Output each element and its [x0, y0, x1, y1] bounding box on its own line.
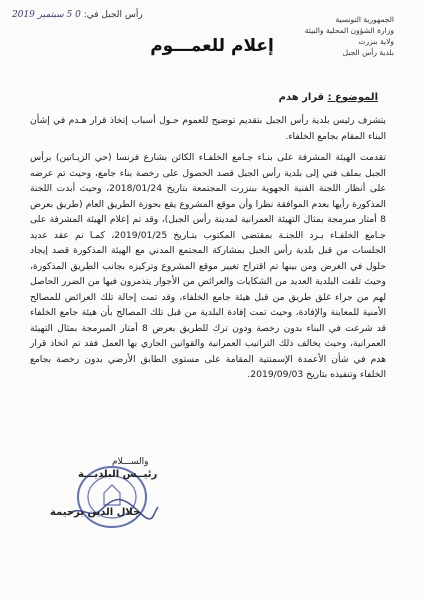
page-title: إعلام للعمـــوم: [150, 36, 274, 56]
signatory-title: رئيــس البلديـــة: [78, 469, 158, 480]
date-line: [12, 10, 143, 20]
paragraph-intro: يتشرف رئيس بلدية رأس الجبل بتقديم توضيح للعموم حـول أسباب إتخاذ قرار هـدم في إشأن البناء المقام بجامع الخلفاء.: [30, 115, 386, 142]
subject-label: الموضوع :: [327, 92, 378, 103]
subject-value: قرار هدم: [278, 92, 325, 103]
closing-salutation: والســـلام: [112, 457, 149, 467]
paragraph-body: تقدمت الهيئة المشرفة على بنـاء جـامع الخلفـاء الكائن بشارع فرنسا (حي الزيـاتين) برأس الجبل بملف فني إلى بلدية رأس الجبل قصد الحصول على رخصة بناء جامع، وحيث تم عرضه على أنظار اللجنة الفنية الجهوية ببنزرت المجتمعة بتاريخ 2018/01/24، وحيث أبدت اللجنة المذكورة رأيها بعدم الموافقة نظرا وأن موقع المشروع يقع بحوزة الطريق العام (طريق بعرض 8 أمتار مبرمجة بمثال التهيئة العمرانية لمدينة رأس الجبل)، وقد تم إعلام الهيئة المشرفة على جـامع الخلفـاء بـرد اللجنـة بمقتضى المكتوب بتـاريخ 2019/01/25، كمـا تم عقد عديد الجلسات من قبل بلدية رأس الجبل بمشاركة المجتمع المدني مع الهيئة المذكورة قصد إيجاد حلول في الغرض ومن بينها تم اقتراح تغيير موقع المشروع وتركيزه بجانب الطريق المذكورة، وحيث تلقت البلدية العديد من الشكايات والعرائض من الأجوار يتذمرون فيها من الضرر الحاصل لهم من جراء غلق طريق من قبل هيئة جامع الخلفاء، وقد تمت إحالة تلك العرائض للمصالح الأمنية للمعاينة والإفادة، وحيث تمت إفادة البلدية من قبل تلك المصالح بأن هيئة جامع الخلفاء قد شرعت في البناء بدون رخصة ودون ترك للطريق بعرض 8 أمتار المبرمجة بمثال التهيئة العمرانية، وحيث يخالف ذلك التراتيب العمرانية والقوانين الجاري بها العمل فقد تم اتخاذ قرار هدم في شأن الأعمدة الإسمنتية المقامة على مستوى الطابق الأرضي بدون رخصة بجامع الخلفاء وتنفيذه بتاريخ 2019/09/03.: [30, 152, 386, 380]
subject-line: [279, 92, 378, 103]
date-label: رأس الجبل في:: [83, 10, 143, 20]
municipal-stamp: [60, 455, 160, 539]
letterhead-line-ministry: وزارة الشؤون المحلية والبيئة: [304, 26, 394, 35]
signatory-name: جلال الدين برحيمة: [50, 507, 141, 518]
letterhead-line-governorate: ولاية بنزرت: [358, 37, 394, 46]
letterhead-line-municipality: بلدية رأس الجبل: [342, 48, 394, 57]
letterhead-line-republic: الجمهورية التونسية: [335, 15, 394, 24]
date-value: 0 5 سبتمبر 2019: [12, 10, 81, 20]
